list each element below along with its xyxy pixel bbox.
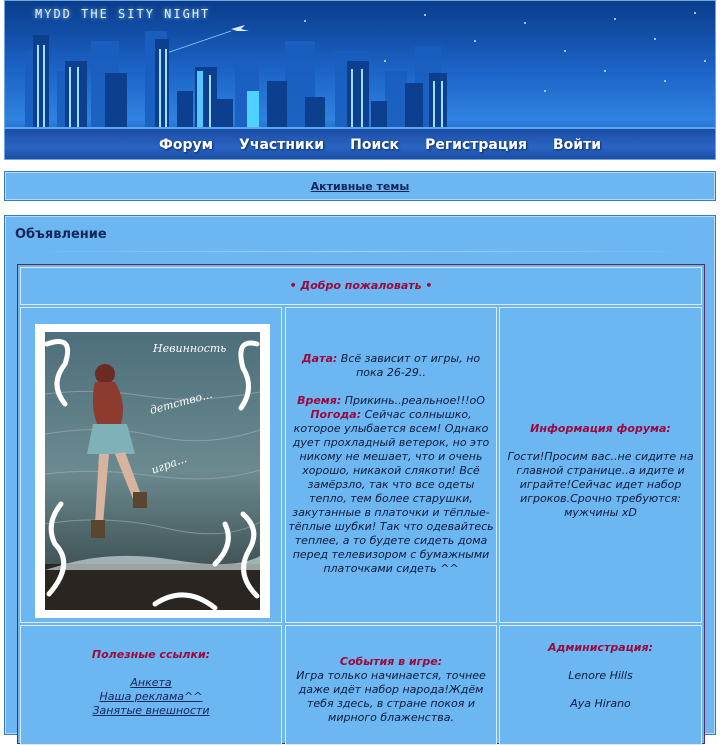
nav-login[interactable]: Войти — [553, 137, 602, 153]
admin-cell — [499, 625, 702, 745]
date-label: Дата: — [301, 352, 338, 365]
divider — [15, 251, 705, 252]
events-cell — [285, 625, 497, 745]
link-advertising[interactable]: Наша реклама^^ — [99, 690, 203, 703]
photo-caption-top: Невинность — [153, 342, 227, 355]
main-nav — [5, 137, 715, 159]
time-text: Прикинь..реальное!!!оО — [344, 394, 485, 407]
active-topics-link[interactable]: Активные темы — [310, 179, 410, 193]
events-text: Игра только начинается, точнее даже идёт набор народа!Ждём тебя здесь, в стране покоя и мирного блаженства. — [296, 669, 486, 724]
link-application-form[interactable]: Анкета — [130, 676, 172, 689]
welcome-text: • Добро пожаловать • — [289, 279, 433, 292]
announcement-photo — [35, 324, 270, 618]
welcome-cell — [20, 267, 702, 305]
forum-banner — [4, 0, 716, 160]
photo-illustration — [35, 324, 270, 618]
announcement-title: Объявление — [15, 227, 107, 242]
announcement-panel — [4, 215, 716, 735]
nav-register[interactable]: Регистрация — [425, 137, 527, 153]
announcement-table — [17, 264, 705, 744]
photo-caption-mid: детство... — [148, 387, 214, 417]
airplane-icon — [231, 25, 249, 31]
nav-members[interactable]: Участники — [239, 137, 325, 153]
time-label: Время: — [297, 394, 342, 407]
admin-label: Администрация: — [548, 641, 653, 654]
nav-search[interactable]: Поиск — [350, 137, 400, 153]
photo-caption-low: игра... — [149, 452, 189, 477]
info-cell — [499, 307, 702, 623]
link-taken-appearances[interactable]: Занятые внешности — [92, 704, 210, 717]
active-topics-bar — [4, 171, 716, 201]
links-label: Полезные ссылки: — [91, 648, 211, 661]
date-text: Всё зависит от игры, но пока 26-29.. — [340, 352, 481, 379]
info-label: Информация форума: — [530, 422, 671, 435]
weather-text: Сейчас солнышко, которое улыбается всем! Однако дует прохладный ветерок, но это никому не мешает, что и очень хорошо, никакой слякоти! Всё замёрзло, так что все одеты тепло, тем более старушки, закутанные в платочки и тёплые-тёплые шубки! Так что одевайтесь теплее, а то будете сидеть дома перед телевизором с бумажными платочками сидеть ^^ — [288, 408, 494, 575]
admin-name-2: Aya Hirano — [570, 697, 631, 710]
site-logo-text: MYDD THE SITY NIGHT — [35, 7, 211, 21]
weather-label: Погода: — [310, 408, 362, 421]
nav-forum[interactable]: Форум — [158, 137, 214, 153]
events-label: События в игре: — [339, 655, 443, 668]
weather-cell — [285, 307, 497, 623]
info-text: Гости!Просим вас..не сидите на главной странице..а идите и играйте!Сейчас идет набор игроков.Срочно требуются: мужчины xD — [507, 450, 694, 519]
admin-name-1: Lenore Hills — [568, 669, 633, 682]
image-cell — [20, 307, 282, 623]
links-cell — [20, 625, 282, 745]
